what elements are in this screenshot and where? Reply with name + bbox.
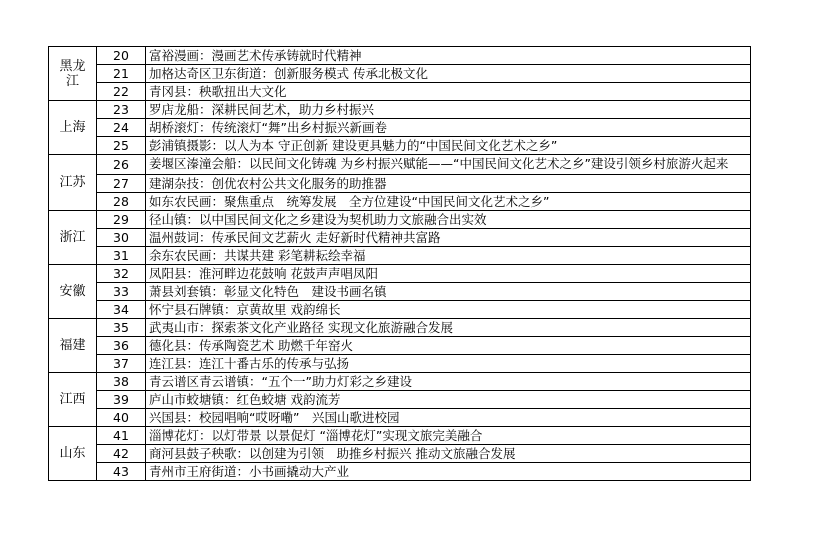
entry-title: 淄博花灯：以灯带景 以景促灯 “淄博花灯”实现文旅完美融合 (146, 427, 751, 445)
entry-title: 凤阳县：淮河畔边花鼓响 花鼓声声唱凤阳 (146, 265, 751, 283)
table-row (49, 83, 751, 101)
table-row (49, 319, 751, 337)
entry-title: 青州市王府街道：小书画撬动大产业 (146, 463, 751, 481)
entry-title: 加格达奇区卫东街道：创新服务模式 传承北极文化 (146, 65, 751, 83)
row-number: 38 (97, 373, 146, 391)
table-row (49, 101, 751, 119)
row-number: 42 (97, 445, 146, 463)
entry-title: 青冈县：秧歌扭出大文化 (146, 83, 751, 101)
row-number: 40 (97, 409, 146, 427)
province-cell: 江苏 (49, 155, 97, 211)
row-number: 36 (97, 337, 146, 355)
entry-title: 德化县：传承陶瓷艺术 助燃千年窑火 (146, 337, 751, 355)
entry-title: 富裕漫画：漫画艺术传承铸就时代精神 (146, 47, 751, 65)
entry-title: 庐山市蛟塘镇：红色蛟塘 戏韵流芳 (146, 391, 751, 409)
row-number: 34 (97, 301, 146, 319)
entry-title: 径山镇：以中国民间文化之乡建设为契机助力文旅融合出实效 (146, 211, 751, 229)
table-row (49, 337, 751, 355)
province-cell: 山东 (49, 427, 97, 481)
table-row (49, 355, 751, 373)
table-row (49, 119, 751, 137)
table-row (49, 301, 751, 319)
row-number: 30 (97, 229, 146, 247)
entry-title: 连江县：连江十番古乐的传承与弘扬 (146, 355, 751, 373)
table-row (49, 65, 751, 83)
table-row (49, 211, 751, 229)
province-cell: 江西 (49, 373, 97, 427)
entry-title: 余东农民画：共谋共建 彩笔耕耘绘幸福 (146, 247, 751, 265)
row-number: 39 (97, 391, 146, 409)
province-cell: 浙江 (49, 211, 97, 265)
table-row (49, 409, 751, 427)
entry-title: 青云谱区青云谱镇：“五个一”助力灯彩之乡建设 (146, 373, 751, 391)
table-row (49, 247, 751, 265)
table-body (49, 47, 751, 481)
entry-title: 彭浦镇摄影：以人为本 守正创新 建设更具魅力的“中国民间文化艺术之乡” (146, 137, 751, 155)
entry-title: 姜堰区溱潼会船：以民间文化铸魂 为乡村振兴赋能——“中国民间文化艺术之乡”建设引领乡村旅游火起来 (146, 155, 751, 175)
row-number: 24 (97, 119, 146, 137)
table-row (49, 155, 751, 175)
province-cell: 上海 (49, 101, 97, 155)
entry-title: 商河县鼓子秧歌：以创建为引领 助推乡村振兴 推动文旅融合发展 (146, 445, 751, 463)
table-row (49, 427, 751, 445)
table-row (49, 193, 751, 211)
entry-title: 胡桥滚灯：传统滚灯“舞”出乡村振兴新画卷 (146, 119, 751, 137)
row-number: 33 (97, 283, 146, 301)
table-row (49, 445, 751, 463)
heritage-list-table (48, 46, 751, 481)
table-row (49, 391, 751, 409)
row-number: 32 (97, 265, 146, 283)
table-row (49, 175, 751, 193)
entry-title: 温州鼓词：传承民间文艺薪火 走好新时代精神共富路 (146, 229, 751, 247)
table-row (49, 283, 751, 301)
entry-title: 兴国县：校园唱响“哎呀嘞” 兴国山歌进校园 (146, 409, 751, 427)
row-number: 21 (97, 65, 146, 83)
row-number: 29 (97, 211, 146, 229)
row-number: 26 (97, 155, 146, 175)
row-number: 25 (97, 137, 146, 155)
province-cell: 安徽 (49, 265, 97, 319)
table-row (49, 265, 751, 283)
row-number: 22 (97, 83, 146, 101)
table-row (49, 47, 751, 65)
row-number: 23 (97, 101, 146, 119)
table-row (49, 463, 751, 481)
province-cell: 黑龙 江 (49, 47, 97, 101)
entry-title: 如东农民画：聚焦重点 统筹发展 全方位建设“中国民间文化艺术之乡” (146, 193, 751, 211)
entry-title: 建湖杂技：创优农村公共文化服务的助推器 (146, 175, 751, 193)
entry-title: 罗店龙船：深耕民间艺术，助力乡村振兴 (146, 101, 751, 119)
row-number: 35 (97, 319, 146, 337)
table-row (49, 373, 751, 391)
table-row (49, 137, 751, 155)
entry-title: 武夷山市：探索茶文化产业路径 实现文化旅游融合发展 (146, 319, 751, 337)
row-number: 27 (97, 175, 146, 193)
entry-title: 萧县刘套镇：彰显文化特色 建设书画名镇 (146, 283, 751, 301)
province-cell: 福建 (49, 319, 97, 373)
row-number: 20 (97, 47, 146, 65)
row-number: 37 (97, 355, 146, 373)
row-number: 28 (97, 193, 146, 211)
entry-title: 怀宁县石牌镇：京黄故里 戏韵绵长 (146, 301, 751, 319)
row-number: 43 (97, 463, 146, 481)
table-row (49, 229, 751, 247)
row-number: 41 (97, 427, 146, 445)
row-number: 31 (97, 247, 146, 265)
